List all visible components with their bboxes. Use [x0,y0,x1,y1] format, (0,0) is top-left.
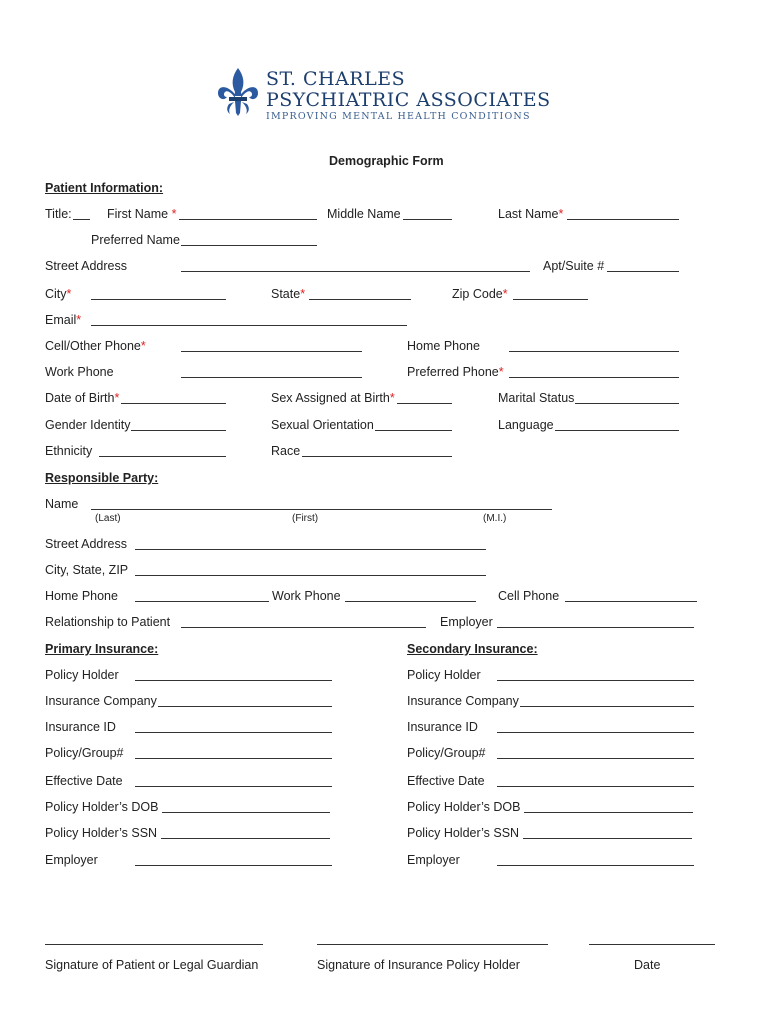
secondary-employer-field[interactable] [497,865,694,866]
home-phone-label: Home Phone [407,339,480,353]
primary-policy-holder-field[interactable] [135,680,332,681]
dob-field[interactable] [121,403,226,404]
rp-home-phone-field[interactable] [135,601,269,602]
rp-name-label: Name [45,497,79,511]
middle-name-field[interactable] [403,219,452,220]
rp-relationship-label: Relationship to Patient [45,615,171,629]
apt-suite-label: Apt/Suite # [543,259,605,273]
required-marker: * [300,287,306,301]
work-phone-field[interactable] [181,377,362,378]
fleur-de-lis-icon [214,66,262,118]
secondary-policy-holder-label: Policy Holder [407,668,481,682]
secondary-company-field[interactable] [520,706,694,707]
secondary-group-label: Policy/Group# [407,746,486,760]
sex-at-birth-field[interactable] [397,403,452,404]
primary-company-label: Insurance Company [45,694,157,708]
primary-insurance-id-label: Insurance ID [45,720,116,734]
ethnicity-field[interactable] [99,456,226,457]
rp-name-sublabel-last: (Last) [95,513,121,524]
logo-tagline: IMPROVING MENTAL HEALTH CONDITIONS [266,111,531,122]
primary-effective-date-field[interactable] [135,786,332,787]
logo-name-line2: PSYCHIATRIC ASSOCIATES [266,89,551,111]
zip-field[interactable] [513,299,588,300]
required-marker: * [66,287,72,301]
required-marker: * [171,207,177,221]
primary-insurance-id-field[interactable] [135,732,332,733]
secondary-insurance-heading: Secondary Insurance: [407,642,538,656]
last-name-label: Last Name* [498,207,564,221]
primary-employer-field[interactable] [135,865,332,866]
city-label: City* [45,287,72,301]
rp-cell-phone-field[interactable] [565,601,697,602]
rp-employer-field[interactable] [497,627,694,628]
secondary-group-field[interactable] [497,758,694,759]
gender-identity-field[interactable] [131,430,226,431]
cell-phone-field[interactable] [181,351,362,352]
required-marker: * [498,365,504,379]
rp-city-state-zip-label: City, State, ZIP [45,563,129,577]
primary-employer-label: Employer [45,853,98,867]
form-title: Demographic Form [329,154,444,168]
secondary-employer-label: Employer [407,853,460,867]
secondary-insurance-id-label: Insurance ID [407,720,478,734]
required-marker: * [502,287,508,301]
secondary-policy-holder-field[interactable] [497,680,694,681]
marital-status-field[interactable] [575,403,679,404]
sex-at-birth-label: Sex Assigned at Birth* [271,391,395,405]
rp-name-sublabel-mi: (M.I.) [483,513,507,524]
email-field[interactable] [91,325,407,326]
first-name-field[interactable] [179,219,317,220]
primary-insurance-heading: Primary Insurance: [45,642,159,656]
required-marker: * [140,339,146,353]
policy-holder-signature-label: Signature of Insurance Policy Holder [317,958,520,972]
required-marker: * [114,391,120,405]
preferred-phone-label: Preferred Phone* [407,365,504,379]
race-label: Race [271,444,301,458]
rp-home-phone-label: Home Phone [45,589,118,603]
primary-group-field[interactable] [135,758,332,759]
ethnicity-label: Ethnicity [45,444,93,458]
primary-company-field[interactable] [158,706,332,707]
rp-cell-phone-label: Cell Phone [498,589,560,603]
home-phone-field[interactable] [509,351,679,352]
secondary-holder-ssn-field[interactable] [523,838,692,839]
street-address-label: Street Address [45,259,127,273]
patient-info-heading: Patient Information: [45,181,164,195]
language-field[interactable] [555,430,679,431]
primary-effective-date-label: Effective Date [45,774,123,788]
primary-policy-holder-label: Policy Holder [45,668,119,682]
required-marker: * [558,207,564,221]
secondary-holder-dob-field[interactable] [524,812,693,813]
date-label: Date [634,958,661,972]
patient-signature-label: Signature of Patient or Legal Guardian [45,958,259,972]
policy-holder-signature-field[interactable] [317,944,548,945]
secondary-company-label: Insurance Company [407,694,519,708]
primary-holder-ssn-field[interactable] [161,838,330,839]
marital-status-label: Marital Status [498,391,575,405]
secondary-effective-date-label: Effective Date [407,774,485,788]
patient-signature-field[interactable] [45,944,263,945]
primary-holder-dob-label: Policy Holder’s DOB [45,800,159,814]
rp-street-address-label: Street Address [45,537,127,551]
secondary-holder-ssn-label: Policy Holder’s SSN [407,826,520,840]
last-name-field[interactable] [567,219,679,220]
language-label: Language [498,418,554,432]
secondary-holder-dob-label: Policy Holder’s DOB [407,800,521,814]
first-name-label: First Name * [107,207,177,221]
email-label: Email* [45,313,82,327]
preferred-phone-field[interactable] [509,377,679,378]
state-label: State* [271,287,306,301]
rp-work-phone-field[interactable] [345,601,476,602]
dob-label: Date of Birth* [45,391,120,405]
cell-phone-label: Cell/Other Phone* [45,339,146,353]
rp-work-phone-label: Work Phone [272,589,341,603]
primary-group-label: Policy/Group# [45,746,124,760]
rp-name-field[interactable] [91,509,552,510]
primary-holder-ssn-label: Policy Holder’s SSN [45,826,158,840]
primary-holder-dob-field[interactable] [162,812,330,813]
required-marker: * [76,313,82,327]
zip-label: Zip Code* [452,287,508,301]
rp-street-address-field[interactable] [135,549,486,550]
rp-name-sublabel-first: (First) [292,513,319,524]
gender-identity-label: Gender Identity [45,418,131,432]
title-field[interactable] [73,219,90,220]
middle-name-label: Middle Name [327,207,401,221]
rp-city-state-zip-field[interactable] [135,575,486,576]
race-field[interactable] [302,456,452,457]
secondary-effective-date-field[interactable] [497,786,694,787]
responsible-party-heading: Responsible Party: [45,471,159,485]
city-field[interactable] [91,299,226,300]
apt-suite-field[interactable] [607,271,679,272]
rp-employer-label: Employer [440,615,493,629]
date-field[interactable] [589,944,715,945]
work-phone-label: Work Phone [45,365,114,379]
street-address-field[interactable] [181,271,530,272]
sexual-orientation-field[interactable] [375,430,452,431]
state-field[interactable] [309,299,411,300]
rp-relationship-field[interactable] [181,627,426,628]
required-marker: * [389,391,395,405]
preferred-name-label: Preferred Name [91,233,180,247]
logo-name-line1: ST. CHARLES [266,68,406,90]
sexual-orientation-label: Sexual Orientation [271,418,374,432]
title-label: Title: [45,207,72,221]
preferred-name-field[interactable] [181,245,317,246]
secondary-insurance-id-field[interactable] [497,732,694,733]
